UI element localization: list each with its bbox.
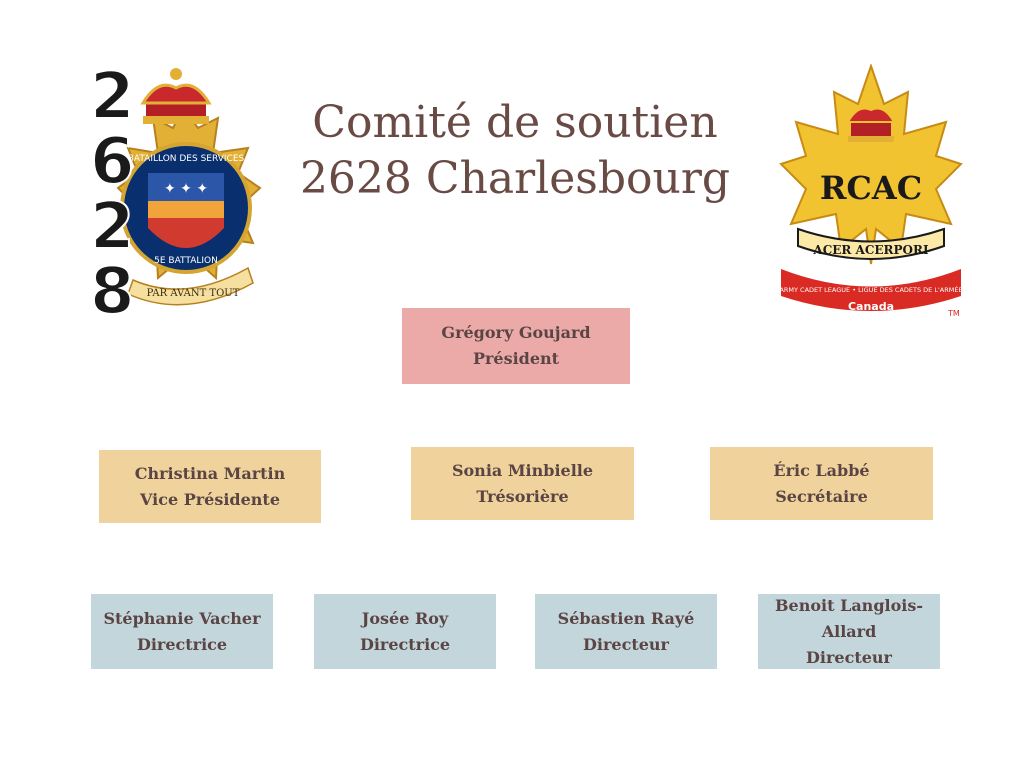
officer-role: Trésorière xyxy=(476,486,569,506)
officer-box-treasurer xyxy=(411,447,634,520)
svg-text:ARMY CADET LEAGUE • LIGUE DES: ARMY CADET LEAGUE • LIGUE DES CADETS DE L'ARMÉE xyxy=(779,286,963,294)
director-name-line1: Benoit Langlois- xyxy=(775,595,923,615)
officer-box-secretary xyxy=(710,447,933,520)
battalion-2628-logo xyxy=(88,58,263,323)
svg-text:ACER ACERPORI: ACER ACERPORI xyxy=(813,243,929,257)
president-name: Grégory Goujard xyxy=(441,323,591,342)
svg-text:2: 2 xyxy=(90,190,135,264)
director-box-3 xyxy=(535,594,717,669)
svg-text:✦ ✦ ✦: ✦ ✦ ✦ xyxy=(163,181,209,197)
svg-text:PAR AVANT TOUT: PAR AVANT TOUT xyxy=(146,288,240,299)
crown-icon xyxy=(143,68,209,124)
svg-text:6: 6 xyxy=(90,125,135,199)
president-role: Président xyxy=(472,349,560,368)
officer-box-vice-president xyxy=(99,450,321,523)
battalion-number xyxy=(90,60,135,323)
director-box-2 xyxy=(314,594,496,669)
officer-name: Éric Labbé xyxy=(773,460,870,480)
director-box-4 xyxy=(758,594,940,669)
director-name: Stéphanie Vacher xyxy=(103,608,261,628)
page-title-line2: 2628 Charlesbourg xyxy=(299,153,731,204)
officer-role: Secrétaire xyxy=(775,486,868,506)
officer-role: Vice Présidente xyxy=(140,489,280,509)
svg-text:2: 2 xyxy=(90,60,135,134)
svg-text:5E BATTALION: 5E BATTALION xyxy=(154,256,218,266)
rcac-monogram: RCAC xyxy=(819,169,923,207)
crown-icon xyxy=(848,109,894,143)
svg-text:8: 8 xyxy=(90,255,135,323)
svg-text:Canada: Canada xyxy=(847,300,895,313)
svg-text:TM: TM xyxy=(948,309,960,318)
svg-text:BATAILLON DES SERVICES: BATAILLON DES SERVICES xyxy=(127,154,245,164)
director-role: Directeur xyxy=(583,634,669,654)
officer-name: Christina Martin xyxy=(134,463,286,483)
director-box-1 xyxy=(91,594,273,669)
officer-name: Sonia Minbielle xyxy=(451,460,594,480)
director-name: Josée Roy xyxy=(361,608,449,628)
page-title-line1: Comité de soutien xyxy=(312,97,718,148)
president-box xyxy=(402,308,630,384)
director-role: Directrice xyxy=(359,634,451,654)
director-name: Sébastien Rayé xyxy=(557,608,695,628)
director-name-line2: Allard xyxy=(821,621,877,641)
director-role: Directeur xyxy=(806,647,892,667)
director-role: Directrice xyxy=(136,634,228,654)
rcac-army-cadet-league-logo xyxy=(776,64,966,322)
